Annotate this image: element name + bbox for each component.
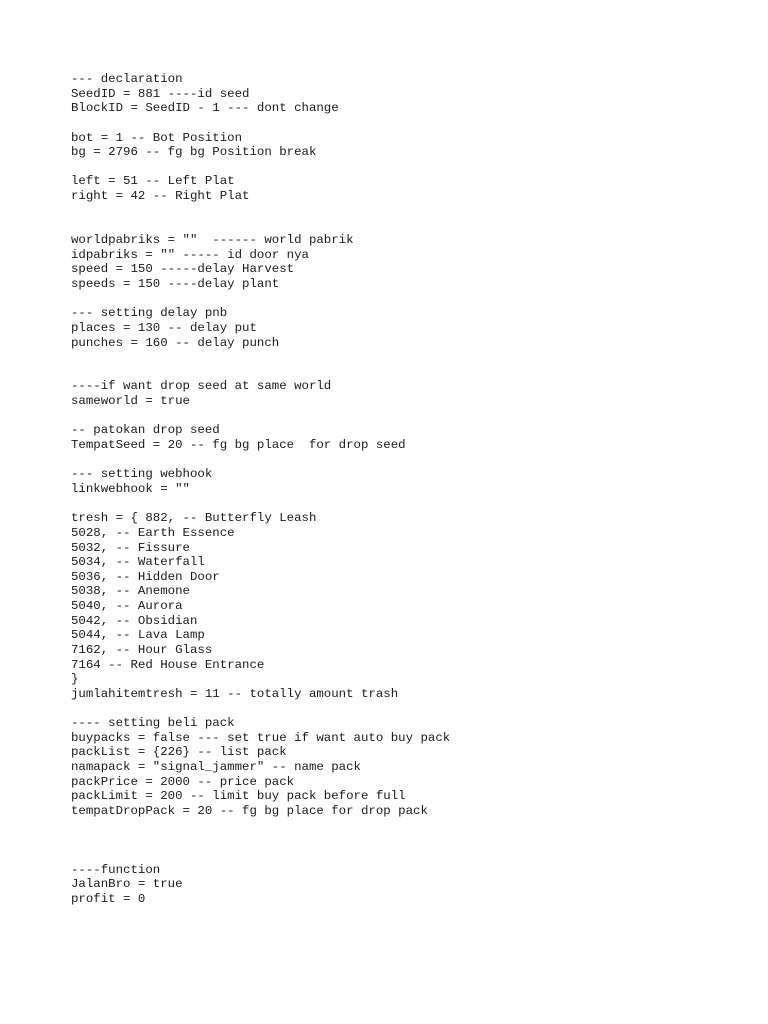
code-line: bot = 1 -- Bot Position: [71, 130, 243, 145]
code-line: ---- setting beli pack: [71, 716, 235, 731]
code-line: SeedID = 881 ----id seed: [71, 86, 250, 101]
code-line: 5040, -- Aurora: [71, 599, 183, 614]
code-line: ----function: [71, 862, 161, 877]
code-line: --- declaration: [71, 72, 183, 86]
blank-line: [71, 350, 450, 365]
blank-line: [71, 116, 450, 131]
code-line: JalanBro = true: [71, 877, 183, 892]
code-line: sameworld = true: [71, 394, 190, 409]
code-line: right = 42 -- Right Plat: [71, 189, 250, 204]
code-line: buypacks = false --- set true if want auto buy pack: [71, 730, 451, 745]
code-line: 7164 -- Red House Entrance: [71, 657, 265, 672]
code-line: profit = 0: [71, 891, 146, 906]
code-line: linkwebhook = "": [71, 481, 190, 496]
code-line: tempatDropPack = 20 -- fg bg place for drop pack: [71, 804, 428, 819]
code-line: --- setting webhook: [71, 467, 213, 482]
code-line: 5044, -- Lava Lamp: [71, 628, 205, 643]
code-line: jumlahitemtresh = 11 -- totally amount trash: [71, 686, 399, 701]
blank-line: [71, 218, 450, 233]
code-line: 5034, -- Waterfall: [71, 555, 205, 570]
code-line: packPrice = 2000 -- price pack: [71, 774, 295, 789]
blank-line: [71, 453, 450, 468]
code-line: 7162, -- Hour Glass: [71, 642, 213, 657]
code-line: 5042, -- Obsidian: [71, 613, 198, 628]
code-line: -- patokan drop seed: [71, 423, 220, 438]
blank-line: [71, 702, 450, 717]
code-line: 5036, -- Hidden Door: [71, 569, 220, 584]
code-line: tresh = { 882, -- Butterfly Leash: [71, 511, 317, 526]
code-line: speeds = 150 ----delay plant: [71, 276, 280, 291]
blank-line: [71, 497, 450, 512]
code-line: left = 51 -- Left Plat: [71, 174, 235, 189]
code-line: idpabriks = "" ----- id door nya: [71, 247, 309, 262]
code-line: punches = 160 -- delay punch: [71, 335, 280, 350]
code-line: 5038, -- Anemone: [71, 584, 190, 599]
blank-line: [71, 819, 450, 834]
code-line: packList = {226} -- list pack: [71, 745, 287, 760]
blank-line: [71, 160, 450, 175]
blank-line: [71, 292, 450, 307]
code-line: namapack = "signal_jammer" -- name pack: [71, 760, 361, 775]
code-line: BlockID = SeedID - 1 --- dont change: [71, 101, 339, 116]
blank-line: [71, 833, 450, 848]
blank-line: [71, 204, 450, 219]
code-line: 5032, -- Fissure: [71, 540, 190, 555]
blank-line: [71, 848, 450, 863]
code-line: speed = 150 -----delay Harvest: [71, 262, 295, 277]
code-line: packLimit = 200 -- limit buy pack before full: [71, 789, 406, 804]
code-line: worldpabriks = "" ------ world pabrik: [71, 233, 354, 248]
blank-line: [71, 365, 450, 380]
code-line: --- setting delay pnb: [71, 306, 228, 321]
code-line: places = 130 -- delay put: [71, 320, 257, 335]
code-block: [71, 72, 450, 907]
code-line: bg = 2796 -- fg bg Position break: [71, 145, 317, 160]
code-line: ----if want drop seed at same world: [71, 379, 332, 394]
code-line: 5028, -- Earth Essence: [71, 525, 235, 540]
code-line: TempatSeed = 20 -- fg bg place for drop seed: [71, 438, 406, 453]
code-line: }: [71, 672, 79, 687]
blank-line: [71, 409, 450, 424]
